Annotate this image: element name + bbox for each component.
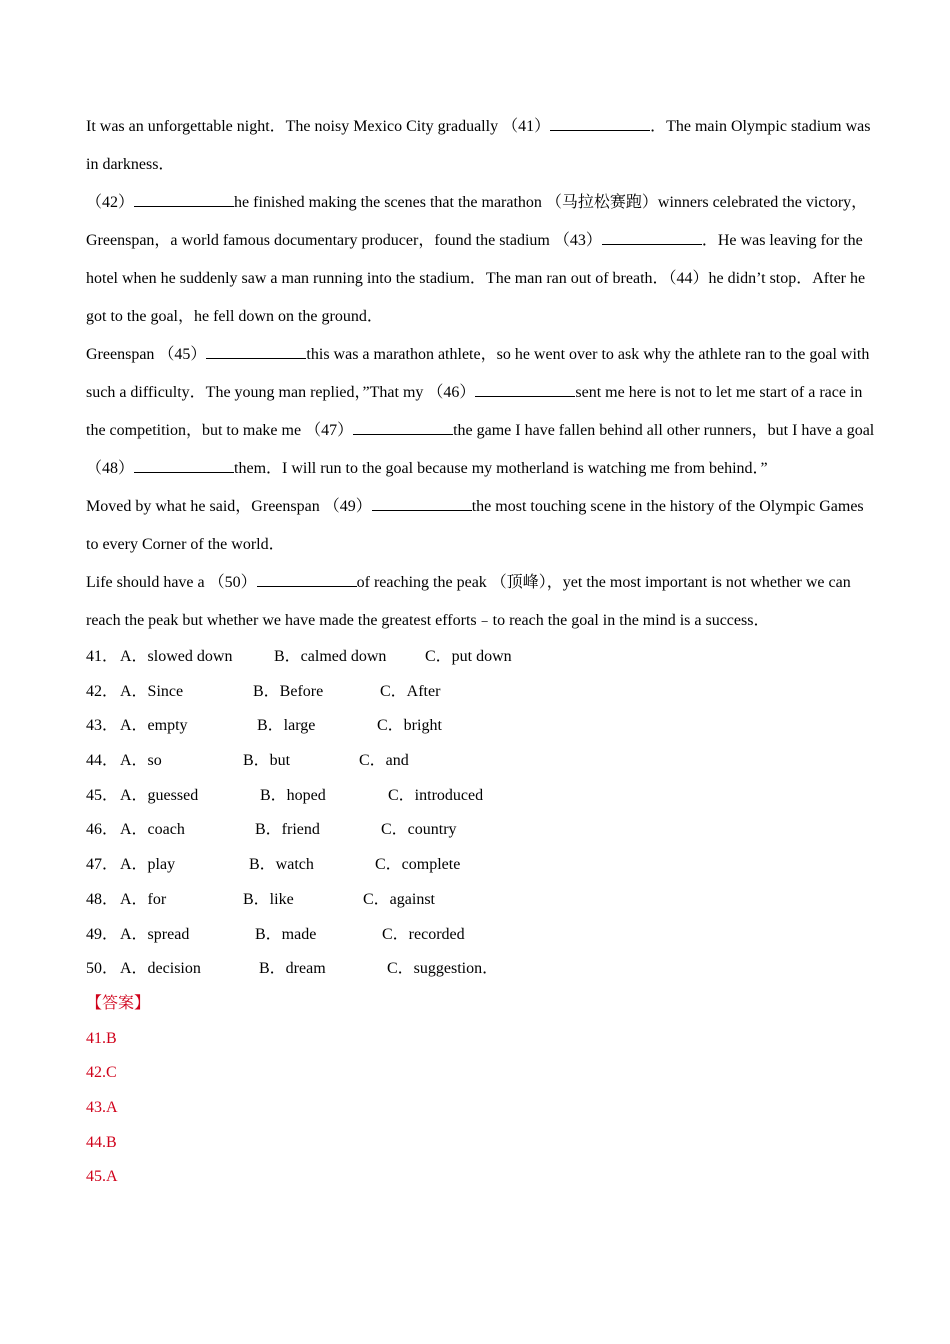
passage-text: them．I will run to the goal because my motherland is watching me from behind．” bbox=[234, 460, 768, 477]
question-number: 48． bbox=[86, 890, 119, 908]
passage-text: Greenspan （45） bbox=[86, 346, 207, 363]
option-b: B．hoped bbox=[260, 786, 326, 804]
passage-text: he finished making the scenes that the marathon （马拉松赛跑）winners celebrated the victory，Greenspan，a world famous documentary producer，found the stadium （43） bbox=[86, 194, 868, 249]
question-number: 46． bbox=[86, 821, 119, 839]
blank-41 bbox=[550, 115, 650, 131]
option-a: A．coach bbox=[120, 821, 185, 839]
option-b: B．made bbox=[255, 925, 317, 943]
question-number: 49． bbox=[86, 925, 119, 943]
option-row-45 bbox=[86, 779, 876, 814]
blank-48 bbox=[134, 457, 234, 473]
option-a: A．Since bbox=[120, 682, 184, 700]
answer-item: 44.B bbox=[86, 1133, 117, 1151]
option-row-42 bbox=[86, 675, 876, 710]
option-row-41 bbox=[86, 640, 876, 675]
option-c: C．and bbox=[359, 752, 409, 770]
passage-text: of reaching the peak （顶峰），yet the most important is not whether we can reach the peak but whether we have made the greatest efforts﹣to reach the goal in the mind is a success． bbox=[86, 574, 851, 629]
passage-text: Moved by what he said，Greenspan （49） bbox=[86, 498, 372, 515]
options-list bbox=[86, 640, 876, 987]
passage-text: Life should have a （50） bbox=[86, 574, 257, 591]
blank-45 bbox=[206, 343, 306, 359]
passage-text: （42） bbox=[86, 194, 135, 211]
option-row-50 bbox=[86, 952, 876, 987]
option-c: C．against bbox=[363, 890, 435, 908]
option-row-44 bbox=[86, 744, 876, 779]
blank-42 bbox=[134, 191, 234, 207]
option-b: B．dream bbox=[259, 960, 326, 978]
option-c: C．recorded bbox=[382, 925, 465, 943]
option-b: B．calmed down bbox=[274, 648, 387, 665]
option-b: B．friend bbox=[255, 821, 320, 839]
passage-paragraph-2 bbox=[86, 184, 876, 336]
passage-text: the game I have fallen behind all other runners，but I have a goal （48） bbox=[86, 422, 875, 477]
passage-text: ．He was leaving for the hotel when he suddenly saw a man running into the stadium．The man ran out of breath．（44）he didn’t stop．After he got to the goal，he fell down on the ground． bbox=[86, 232, 866, 325]
blank-49 bbox=[372, 495, 472, 511]
option-a: A．empty bbox=[120, 717, 188, 735]
question-number: 41． bbox=[86, 648, 119, 665]
option-c: C．introduced bbox=[388, 786, 484, 804]
question-number: 42． bbox=[86, 682, 119, 700]
option-c: C．put down bbox=[425, 648, 512, 665]
passage-text: this was a marathon athlete，so he went over to ask why the athlete ran to the goal with such a difficulty．The young man replied，”That my （46） bbox=[86, 346, 870, 401]
passage-paragraph-4 bbox=[86, 488, 876, 564]
blank-46 bbox=[475, 381, 575, 397]
question-number: 45． bbox=[86, 786, 119, 804]
option-c: C．After bbox=[380, 682, 441, 700]
option-b: B．but bbox=[243, 752, 291, 770]
answer-item: 45.A bbox=[86, 1168, 118, 1186]
option-a: A．slowed down bbox=[120, 648, 233, 665]
option-a: A．guessed bbox=[120, 786, 199, 804]
passage-paragraph-5 bbox=[86, 564, 876, 640]
option-row-47 bbox=[86, 848, 876, 883]
option-row-46 bbox=[86, 813, 876, 848]
option-a: A．for bbox=[120, 890, 167, 908]
answer-item: 42.C bbox=[86, 1064, 117, 1082]
passage-text: ．The main Olympic stadium was in darkness． bbox=[86, 118, 871, 173]
passage-paragraph-3 bbox=[86, 336, 876, 488]
answer-item: 43.A bbox=[86, 1098, 118, 1116]
question-number: 50． bbox=[86, 960, 119, 978]
option-c: C．country bbox=[381, 821, 457, 839]
option-b: B．Before bbox=[253, 682, 324, 700]
question-number: 47． bbox=[86, 856, 119, 874]
answer-item: 41.B bbox=[86, 1029, 117, 1047]
option-a: A．decision bbox=[120, 960, 201, 978]
blank-43 bbox=[602, 229, 702, 245]
blank-50 bbox=[257, 571, 357, 587]
option-row-49 bbox=[86, 918, 876, 953]
option-b: B．large bbox=[257, 717, 316, 735]
option-b: B．like bbox=[243, 890, 294, 908]
passage-text: It was an unforgettable night．The noisy Mexico City gradually （41） bbox=[86, 118, 551, 135]
question-number: 44． bbox=[86, 752, 119, 770]
option-c: C．complete bbox=[375, 856, 461, 874]
passage-paragraph-1 bbox=[86, 108, 876, 184]
option-row-48 bbox=[86, 883, 876, 918]
option-c: C．suggestion． bbox=[387, 960, 499, 978]
document-page bbox=[86, 108, 876, 1195]
option-c: C．bright bbox=[377, 717, 442, 735]
question-number: 43． bbox=[86, 717, 119, 735]
option-a: A．so bbox=[120, 752, 162, 770]
blank-47 bbox=[353, 419, 453, 435]
passage-text: the most touching scene in the history of the Olympic Games to every Corner of the world． bbox=[86, 498, 864, 553]
option-b: B．watch bbox=[249, 856, 314, 874]
option-row-43 bbox=[86, 709, 876, 744]
option-a: A．play bbox=[120, 856, 176, 874]
option-a: A．spread bbox=[120, 925, 190, 943]
passage-text: sent me here is not to let me start of a race in the competition，but to make me （47） bbox=[86, 384, 863, 439]
answer-heading: 【答案】 bbox=[86, 994, 151, 1012]
